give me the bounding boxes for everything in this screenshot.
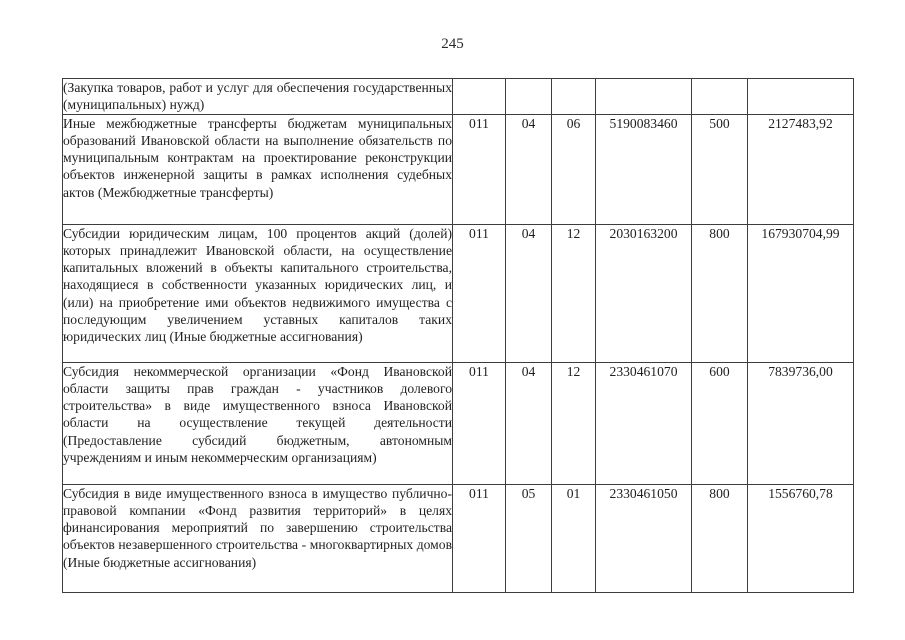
cell-subsection-code	[552, 79, 596, 115]
cell-section-code: 04	[506, 362, 552, 484]
cell-target-article-code: 2330461070	[596, 362, 692, 484]
cell-amount: 167930704,99	[748, 224, 854, 362]
cell-amount	[748, 79, 854, 115]
cell-expense-type-code: 600	[692, 362, 748, 484]
cell-subsection-code: 06	[552, 114, 596, 224]
cell-amount: 1556760,78	[748, 484, 854, 592]
cell-description: Субсидия некоммерческой организации «Фонд Ивановской области защиты прав граждан - участников долевого строительства» в виде имущественного взноса Ивановской области на осуществление текущей деятельности (Предоставление субсидий бюджетным, автономным учреждениям и иным некоммерческим организациям)	[63, 362, 453, 484]
cell-subsection-code: 12	[552, 224, 596, 362]
cell-description: Субсидии юридическим лицам, 100 процентов акций (долей) которых принадлежит Ивановской области, на осуществление капитальных вложений в объекты капитального строительства, находящиеся в собственности указанных юридических лиц, и (или) на приобретение ими объектов недвижимого имущества с последующим увеличением уставных капиталов таких юридических лиц (Иные бюджетные ассигнования)	[63, 224, 453, 362]
table-row	[63, 79, 854, 115]
cell-grbs-code	[453, 79, 506, 115]
cell-target-article-code: 2030163200	[596, 224, 692, 362]
table-row	[63, 484, 854, 592]
cell-section-code: 04	[506, 224, 552, 362]
table-row	[63, 114, 854, 224]
cell-subsection-code: 01	[552, 484, 596, 592]
page-number: 245	[441, 36, 464, 52]
cell-subsection-code: 12	[552, 362, 596, 484]
cell-expense-type-code: 500	[692, 114, 748, 224]
cell-grbs-code: 011	[453, 114, 506, 224]
cell-grbs-code: 011	[453, 362, 506, 484]
cell-description: Иные межбюджетные трансферты бюджетам муниципальных образований Ивановской области на выполнение обязательств по муниципальным контрактам на проектирование реконструкции объектов инженерной защиты в рамках исполнения судебных актов (Межбюджетные трансферты)	[63, 114, 453, 224]
cell-target-article-code: 5190083460	[596, 114, 692, 224]
cell-grbs-code: 011	[453, 484, 506, 592]
cell-expense-type-code	[692, 79, 748, 115]
cell-target-article-code: 2330461050	[596, 484, 692, 592]
cell-description: Субсидия в виде имущественного взноса в имущество публично-правовой компании «Фонд развития территорий» в целях финансирования мероприятий по завершению строительства объектов незавершенного строительства - многоквартирных домов (Иные бюджетные ассигнования)	[63, 484, 453, 592]
table-row	[63, 362, 854, 484]
cell-expense-type-code: 800	[692, 484, 748, 592]
cell-amount: 2127483,92	[748, 114, 854, 224]
cell-amount: 7839736,00	[748, 362, 854, 484]
budget-allocations-table	[62, 78, 854, 593]
cell-target-article-code	[596, 79, 692, 115]
cell-description: (Закупка товаров, работ и услуг для обеспечения государственных (муниципальных) нужд)	[63, 80, 452, 113]
cell-section-code	[506, 79, 552, 115]
cell-section-code: 05	[506, 484, 552, 592]
table-row	[63, 224, 854, 362]
cell-grbs-code: 011	[453, 224, 506, 362]
cell-section-code: 04	[506, 114, 552, 224]
cell-expense-type-code: 800	[692, 224, 748, 362]
